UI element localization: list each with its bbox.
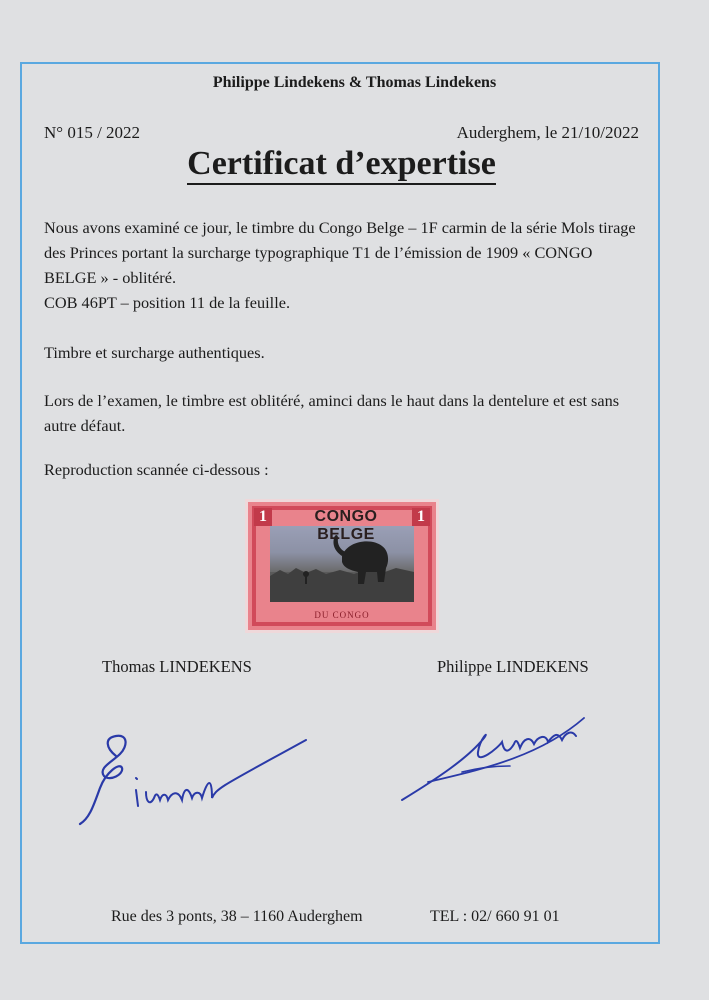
stamp-description-block (44, 215, 644, 315)
signatory-left-name: Thomas LINDEKENS (102, 657, 252, 676)
verdict-text: Timbre et surcharge authentiques. (44, 343, 265, 362)
footer-phone: TEL : 02/ 660 91 01 (430, 908, 560, 925)
denomination-right: 1 (412, 508, 430, 526)
signature-left-icon (76, 728, 316, 833)
catalogue-reference: COB 46PT – position 11 de la feuille. (44, 293, 291, 312)
certificate-title (0, 145, 683, 183)
certificate-number: N° 015 / 2022 (44, 123, 141, 142)
condition-text: Lors de l’examen, le timbre est oblitéré, aminci dans le haut dans la dentelure et est sans autre défaut. (44, 391, 620, 435)
reproduction-label: Reproduction scannée ci-dessous : (44, 460, 269, 479)
signature-right-icon (398, 708, 598, 808)
stamp-bottom-inscription: DU CONGO (314, 610, 370, 620)
stamp-scan (248, 502, 436, 630)
denomination-left: 1 (254, 508, 272, 526)
footer-address: Rue des 3 ponts, 38 – 1160 Auderghem (111, 908, 363, 925)
stamp-description: Nous avons examiné ce jour, le timbre du Congo Belge – 1F carmin de la série Mols tirage des Princes portant la surcharge typographique T1 de l’émission de 1909 « CONGO BELGE » - oblitéré. (44, 218, 636, 287)
expert-names-header: Philippe Lindekens & Thomas Lindekens (212, 74, 497, 91)
certificate-title-text: Certificat d’expertise (187, 145, 496, 185)
place-and-date: Auderghem, le 21/10/2022 (456, 123, 639, 142)
signatory-right-name: Philippe LINDEKENS (437, 657, 589, 676)
stamp-overprint: CONGO BELGE (314, 508, 378, 543)
